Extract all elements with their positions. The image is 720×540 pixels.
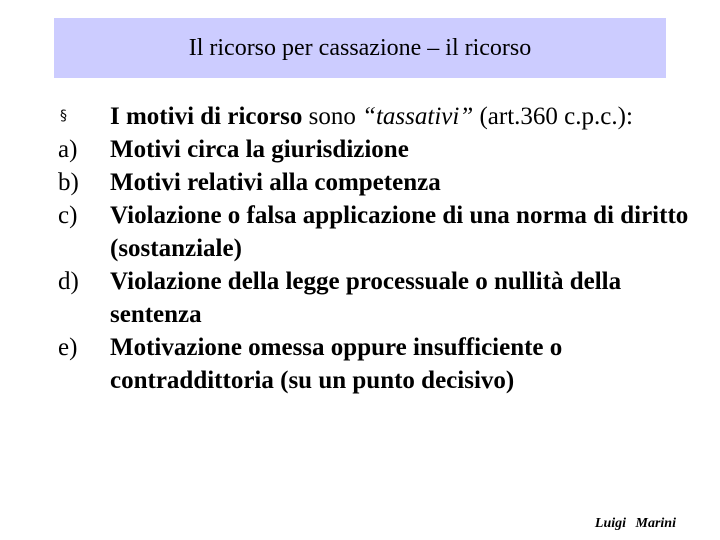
list-item-text: Motivi circa la giurisdizione — [110, 136, 409, 163]
list-item-d — [58, 265, 698, 331]
list-item-c — [58, 199, 698, 265]
intro-plain: sono — [302, 103, 363, 130]
list-item-e — [58, 331, 698, 397]
intro-tail: (art.360 c.p.c.): — [473, 103, 633, 130]
intro-italic: “tassativi” — [362, 103, 474, 130]
list-item-b — [58, 166, 698, 199]
list-item-text: Violazione o falsa applicazione di una norma di diritto (sostanziale) — [110, 202, 689, 262]
square-bullet-icon: § — [60, 108, 67, 124]
list-marker: e) — [58, 334, 78, 361]
list-item-text: Violazione della legge processuale o nullità della sentenza — [110, 268, 622, 328]
slide-content — [58, 100, 698, 397]
list-marker: c) — [58, 202, 78, 229]
intro-item — [58, 100, 698, 133]
slide-title: Il ricorso per cassazione – il ricorso — [188, 34, 532, 61]
list-item-text: Motivi relativi alla competenza — [110, 169, 441, 196]
intro-text — [110, 100, 698, 133]
title-banner — [54, 18, 666, 78]
intro-bold: I motivi di ricorso — [110, 103, 303, 130]
author-signature: Luigi Marini — [594, 516, 676, 531]
list-marker: d) — [58, 268, 79, 295]
list-marker: b) — [58, 169, 79, 196]
list-item-a — [58, 133, 698, 166]
list-marker: a) — [58, 136, 78, 163]
list-item-text: Motivazione omessa oppure insufficiente o contraddittoria (su un punto decisivo) — [110, 334, 563, 394]
